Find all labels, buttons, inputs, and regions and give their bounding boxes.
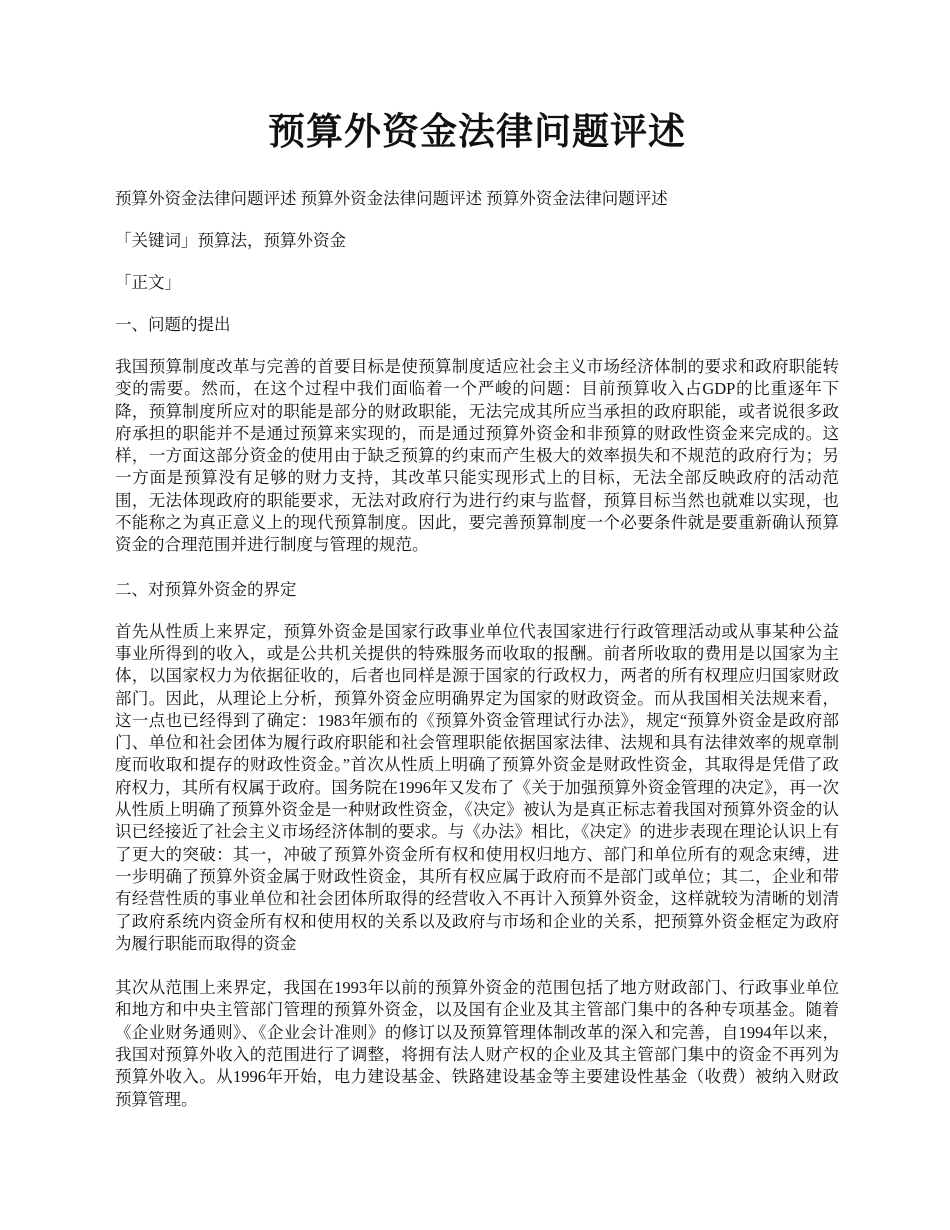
body-label: 「正文」 [115,273,181,292]
document-subtitle: 预算外资金法律问题评述 预算外资金法律问题评述 预算外资金法律问题评述 [115,189,668,208]
section-2-paragraph-1: 首先从性质上来界定，预算外资金是国家行政事业单位代表国家进行行政管理活动或从事某种公益事业所得到的收入，或是公共机关提供的特殊服务而收取的报酬。前者所收取的费用是以国家为主体，以国家权力为依据征收的，后者也同样是源于国家的行政权力，两者的所有权理应归国家财政部门。因此，从理论上分析，预算外资金应明确界定为国家的财政资金。而从我国相关法规来看，这一点也已经得到了确定：1983年颁布的《预算外资金管理试行办法》，规定“预算外资金是政府部门、单位和社会团体为履行政府职能和社会管理职能依据国家法律、法规和具有法律效率的规章制度而收取和提存的财政性资金。”首次从性质上明确了预算外资金是财政性资金，其取得是凭借了政府权力，其所有权属于政府。国务院在1996年又发布了《关于加强预算外资金管理的决定》，再一次从性质上明确了预算外资金是一种财政性资金，《决定》被认为是真正标志着我国对预算外资金的认识已经接近了社会主义市场经济体制的要求。与《办法》相比，《决定》的进步表现在理论认识上有了更大的突破：其一，冲破了预算外资金所有权和使用权归地方、部门和单位所有的观念束缚，进一步明确了预算外资金属于财政性资金，其所有权应属于政府而不是部门或单位；其二，企业和带有经营性质的事业单位和社会团体所取得的经营收入不再计入预算外资金，这样就较为清晰的划清了政府系统内资金所有权和使用权的关系以及政府与市场和企业的关系，把预算外资金框定为政府为履行职能而取得的资金 [115,621,839,953]
keywords-line: 「关键词」预算法，预算外资金 [115,231,346,250]
section-1-paragraph: 我国预算制度改革与完善的首要目标是使预算制度适应社会主义市场经济体制的要求和政府职能转变的需要。然而，在这个过程中我们面临着一个严峻的问题：目前预算收入占GDP的比重逐年下降，预算制度所应对的职能是部分的财政职能，无法完成其所应当承担的政府职能，或者说很多政府承担的职能并不是通过预算来实现的，而是通过预算外资金和非预算的财政性资金来完成的。这样，一方面这部分资金的使用由于缺乏预算的约束而产生极大的效率损失和不规范的政府行为；另一方面是预算没有足够的财力支持，其改革只能实现形式上的目标，无法全部反映政府的活动范围，无法体现政府的职能要求，无法对政府行为进行约束与监督，预算目标当然也就难以实现，也不能称之为真正意义上的现代预算制度。因此，要完善预算制度一个必要条件就是要重新确认预算资金的合理范围并进行制度与管理的规范。 [115,357,839,555]
document-title: 预算外资金法律问题评述 [268,112,686,153]
section-2-paragraph-2: 其次从范围上来界定，我国在1993年以前的预算外资金的范围包括了地方财政部门、行政事业单位和地方和中央主管部门管理的预算外资金，以及国有企业及其主管部门集中的各种专项基金。随着《企业财务通则》、《企业会计准则》的修订以及预算管理体制改革的深入和完善，自1994年以来，我国对预算外收入的范围进行了调整，将拥有法人财产权的企业及其主管部门集中的资金不再列为预算外收入。从1996年开始，电力建设基金、铁路建设基金等主要建设性基金（收费）被纳入财政预算管理。 [115,978,839,1109]
document-page [115,108,839,1133]
section-heading-1: 一、问题的提出 [115,315,231,334]
section-heading-2: 二、对预算外资金的界定 [115,579,297,599]
